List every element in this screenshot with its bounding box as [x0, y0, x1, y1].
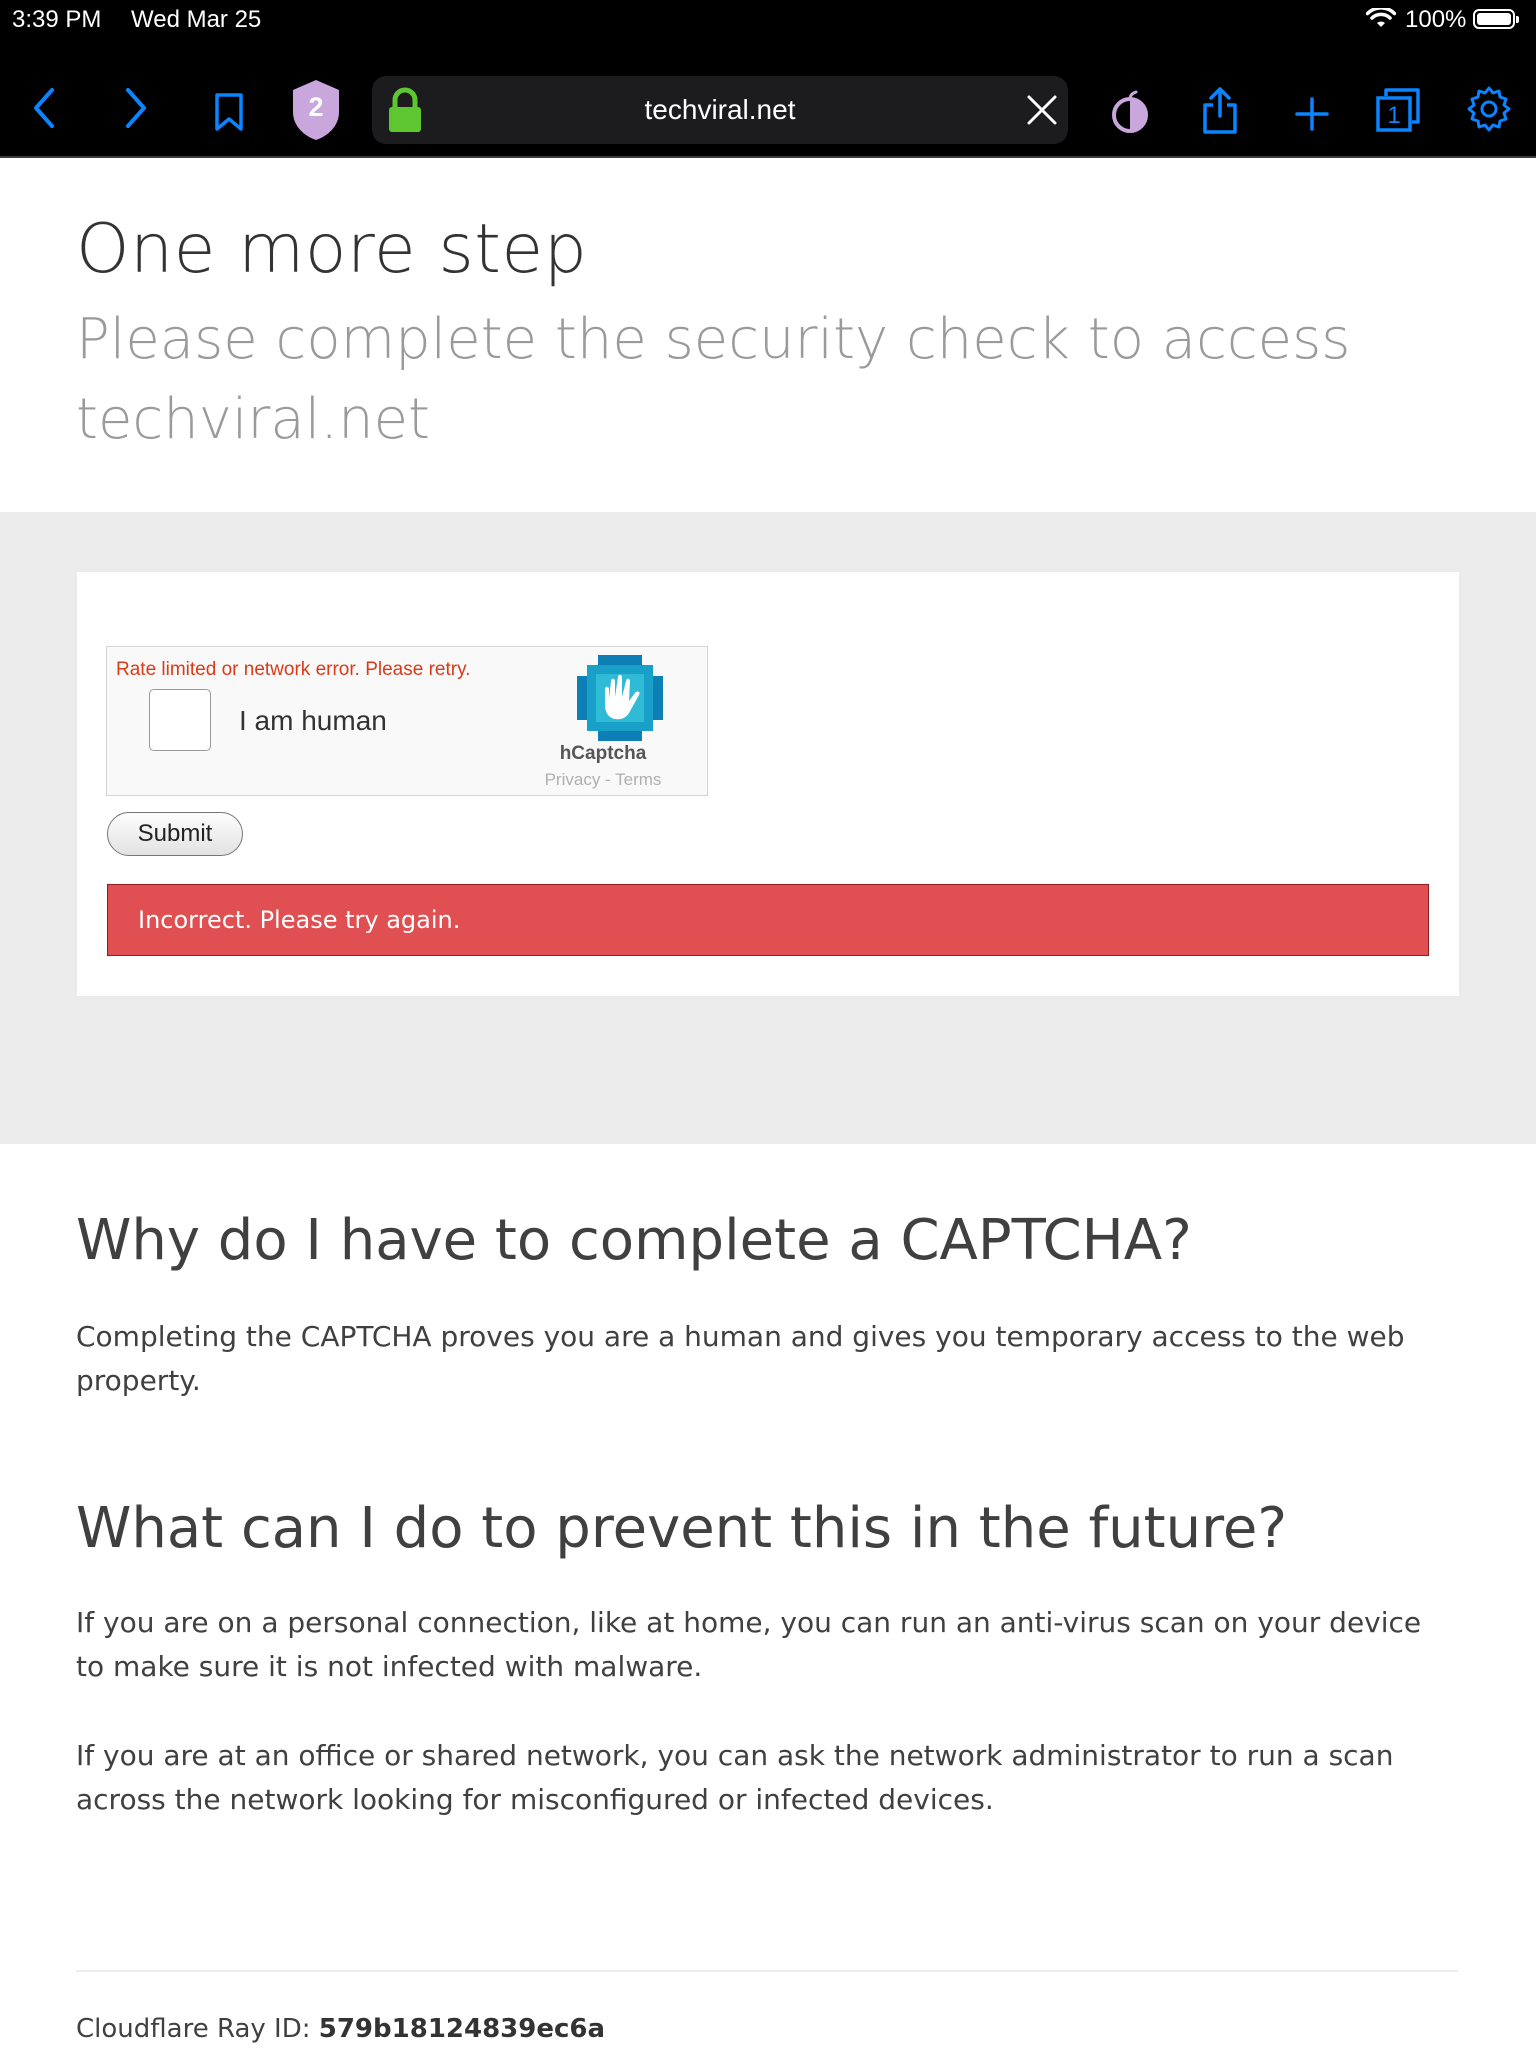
onion-icon[interactable] — [1108, 90, 1152, 134]
back-icon[interactable] — [30, 86, 60, 130]
page-title: One more step — [76, 210, 588, 289]
status-time: 3:39 PM — [12, 6, 102, 33]
why-text: Completing the CAPTCHA proves you are a human and gives you temporary access to the web property. — [76, 1320, 1405, 1397]
page-header — [0, 160, 1536, 510]
url-bar[interactable] — [372, 76, 1068, 144]
status-date: Wed Mar 25 — [131, 6, 262, 33]
captcha-error: Rate limited or network error. Please retry. — [116, 659, 471, 680]
hcaptcha-logo-icon — [577, 655, 663, 741]
why-heading: Why do I have to complete a CAPTCHA? — [76, 1208, 1192, 1273]
wifi-icon — [1366, 8, 1396, 30]
captcha-label: I am human — [239, 705, 387, 736]
captcha-checkbox[interactable] — [149, 689, 211, 751]
shield-count: 2 — [308, 92, 324, 122]
prevent-heading: What can I do to prevent this in the future? — [76, 1496, 1288, 1561]
captcha-privacy-terms-link[interactable]: Privacy - Terms — [544, 770, 662, 789]
hcaptcha-widget — [106, 646, 708, 796]
ray-label: Cloudflare Ray ID: — [76, 2014, 311, 2044]
forward-icon[interactable] — [120, 86, 150, 130]
add-tab-icon[interactable] — [1294, 96, 1330, 132]
browser-toolbar — [0, 40, 1536, 158]
prevent-text-personal: If you are on a personal connection, like at home, you can run an anti-virus scan on your device to make sure it is not infected with malware. — [76, 1606, 1422, 1683]
page-subtitle: Please complete the security check to access techviral.net — [76, 307, 1351, 452]
url-text[interactable]: techviral.net — [644, 94, 796, 125]
ray-id — [76, 2014, 605, 2044]
battery-icon — [1473, 9, 1515, 29]
tabs-count: 1 — [1387, 102, 1401, 129]
error-alert: Incorrect. Please try again. — [107, 884, 1429, 956]
share-icon[interactable] — [1200, 86, 1240, 136]
hcaptcha-brand: hCaptcha — [559, 743, 647, 764]
battery-percent: 100% — [1405, 6, 1467, 33]
toolbar-divider — [0, 156, 1536, 158]
footer-divider — [76, 1970, 1458, 1972]
status-bar — [0, 0, 1536, 40]
submit-button[interactable]: Submit — [107, 812, 243, 856]
prevent-text-office: If you are at an office or shared network, you can ask the network administrator to run a scan across the network looking for misconfigured or infected devices. — [76, 1739, 1394, 1816]
bookmark-icon[interactable] — [212, 92, 246, 132]
ray-id-value: 579b18124839ec6a — [318, 2014, 606, 2044]
settings-icon[interactable] — [1466, 86, 1512, 132]
clear-icon[interactable] — [1026, 94, 1058, 126]
